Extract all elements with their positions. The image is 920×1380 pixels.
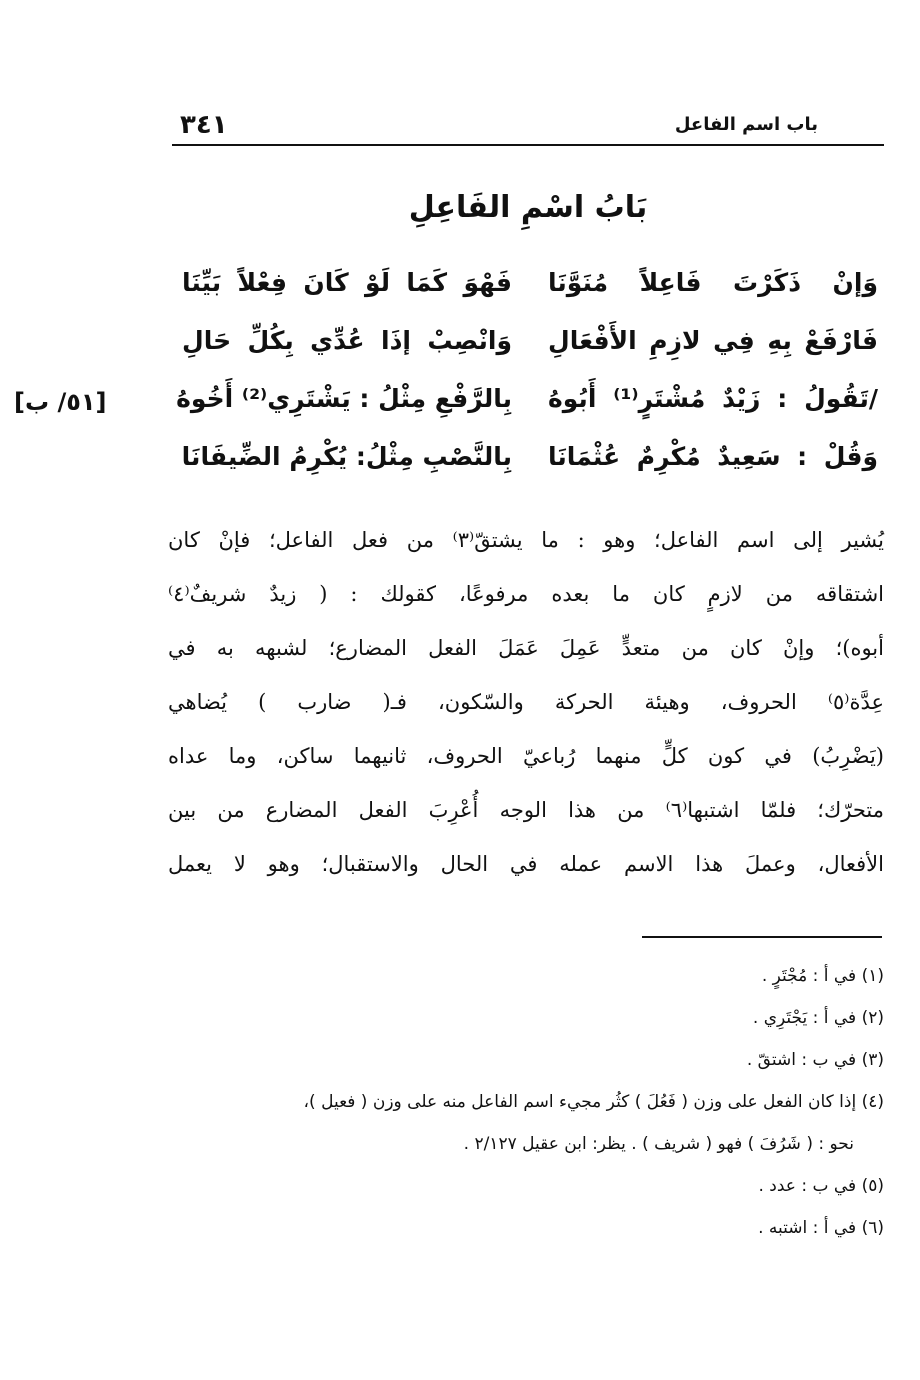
footnote: (٢) في أ : يَجْتَرِي . [752, 1008, 884, 1028]
verse-line [172, 384, 884, 442]
verse-second-hemistich: فَهْوَ كَمَا لَوْ كَانَ فِعْلاً بَيِّنَا [182, 268, 512, 297]
verse-line [172, 268, 884, 326]
footnote: (٦) في أ : اشتبه . [758, 1218, 884, 1238]
verse-second-hemistich: وَانْصِبْ إذَا عُدِّي بِكُلِّ حَالِ [182, 326, 512, 355]
verse-first-hemistich: وَقُلْ : سَعِيدٌ مُكْرِمٌ عُثْمَانَا [548, 442, 878, 471]
verse-block [172, 268, 884, 500]
folio-marker: [٥١/ ب] [14, 388, 107, 416]
footnote: (١) في أ : مُجْتَرٍ . [761, 966, 884, 986]
verse-line [172, 326, 884, 384]
running-title: باب اسم الفاعل [674, 114, 818, 135]
commentary-line: عِدَّة⁽٥⁾ الحروف، وهيئة الحركة والسّكون، فـ( ضارب ) يُضاهي [168, 690, 884, 714]
verse-line [172, 442, 884, 500]
commentary-line: الأفعال، وعملَ هذا الاسم عمله في الحال والاستقبال؛ وهو لا يعمل [168, 852, 884, 876]
commentary-line: (يَضْرِبُ) في كون كلٍّ منهما رُباعيّ الحروف، ثانيهما ساكن، وما عداه [168, 744, 884, 768]
footnote-continuation: نحو : ( شَرُفَ ) فهو ( شريف ) . يظر: ابن عقيل ٢/١٢٧ . [463, 1134, 854, 1154]
footnote-divider [642, 936, 882, 938]
verse-first-hemistich: فَارْفَعْ بِهِ فِي لازِمِ الأَفْعَالِ [548, 326, 878, 355]
commentary-line: يُشير إلى اسم الفاعل؛ وهو : ما يشتقّ⁽٣⁾ من فعل الفاعل؛ فإنْ كان [168, 528, 884, 552]
verse-first-hemistich: وَإنْ ذَكَرْتَ فَاعِلاً مُنَوَّنَا [548, 268, 878, 297]
commentary-line: اشتقاقه من لازمٍ كان ما بعده مرفوعًا، كقولك : ( زيدٌ شريفٌ⁽٤⁾ [168, 582, 884, 606]
commentary-line: أبوه)؛ وإنْ كان من متعدٍّ عَمِلَ عَمَلَ الفعل المضارع؛ لشبهه به في [168, 636, 884, 660]
footnote: (٤) إذا كان الفعل على وزن ( فَعُلَ ) كثُر مجيء اسم الفاعل منه على وزن ( فعيل )، [303, 1092, 884, 1112]
running-header [172, 110, 884, 146]
verse-second-hemistich: بِالرَّفْعِ مِثْلُ : يَشْتَرِي⁽²⁾ أَخُوهُ [176, 384, 512, 413]
commentary-text [168, 520, 884, 898]
footnote: (٣) في ب : اشتقّ . [746, 1050, 884, 1070]
verse-second-hemistich: بِالنَّصْبِ مِثْلُ: يُكْرِمُ الضِّيفَانَا [181, 442, 512, 471]
footnote: (٥) في ب : عدد . [758, 1176, 884, 1196]
commentary-line: متحرّك؛ فلمّا اشتبها⁽٦⁾ من هذا الوجه أُعْرِبَ الفعل المضارع من بين [168, 798, 885, 822]
page-number: ٣٤١ [180, 110, 228, 140]
chapter-title: بَابُ اسْمِ الفَاعِلِ [408, 190, 648, 225]
footnotes [168, 958, 884, 1252]
verse-first-hemistich: /تَقُولُ : زَيْدٌ مُشْتَرٍ⁽¹⁾ أَبُوهُ [548, 384, 878, 413]
